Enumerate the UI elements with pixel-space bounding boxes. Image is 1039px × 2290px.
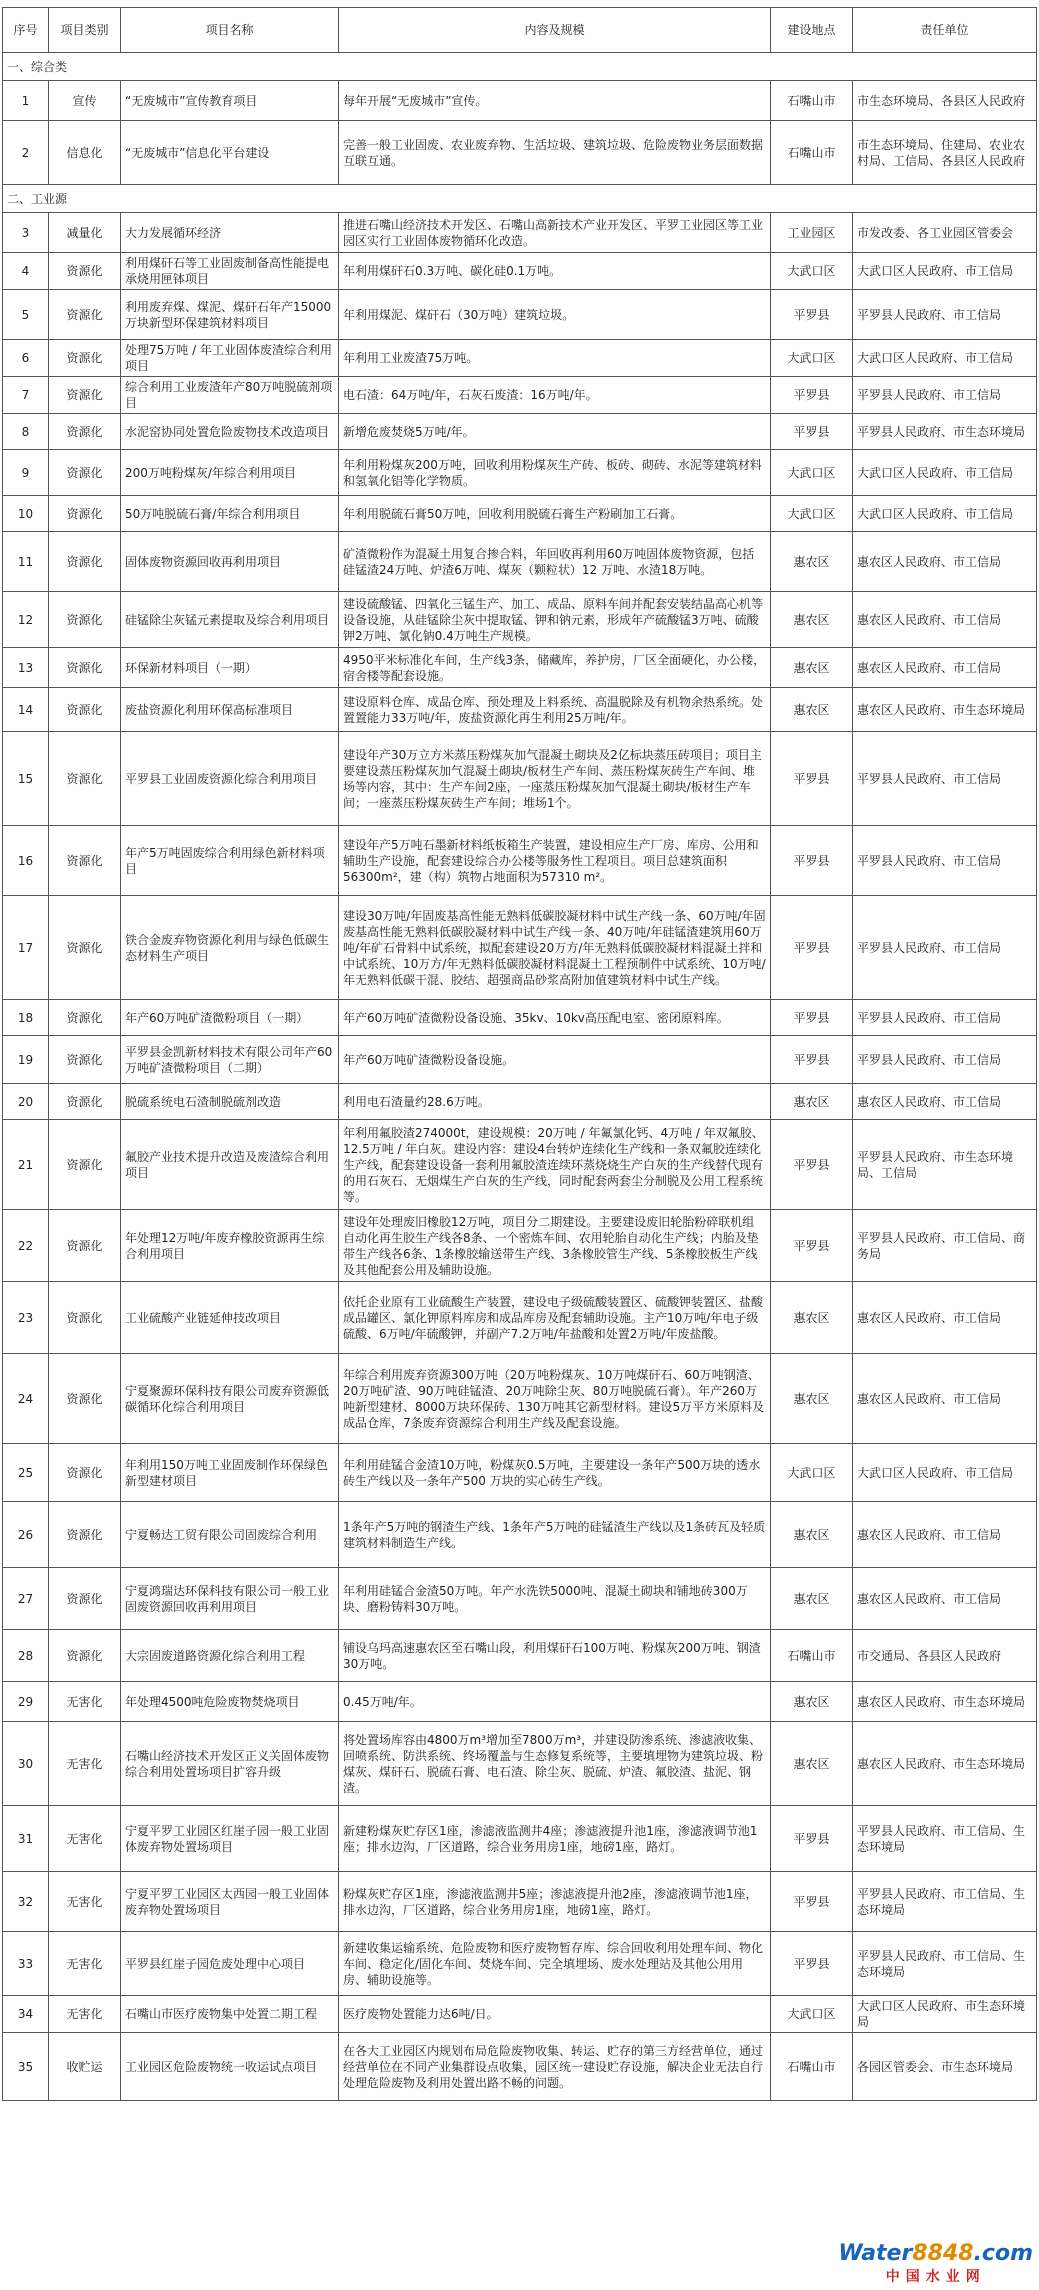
cell-unit: 市交通局、各县区人民政府	[853, 1630, 1037, 1682]
table-row	[3, 1084, 1037, 1120]
table-row	[3, 1932, 1037, 1996]
cell-name: 宁夏畅达工贸有限公司固废综合利用	[121, 1502, 339, 1568]
cell-unit: 惠农区人民政府、市生态环境局	[853, 1682, 1037, 1722]
cell-content: 年利用工业废渣75万吨。	[339, 340, 771, 377]
table-row	[3, 1996, 1037, 2033]
cell-no: 17	[3, 896, 49, 1000]
cell-unit: 惠农区人民政府、市工信局	[853, 1282, 1037, 1354]
cell-category: 资源化	[49, 532, 121, 592]
cell-content: 年产60万吨矿渣微粉设备设施、35kv、10kv高压配电室、密闭原料库。	[339, 1000, 771, 1036]
cell-unit: 市发改委、各工业园区管委会	[853, 213, 1037, 253]
cell-no: 26	[3, 1502, 49, 1568]
cell-content: 年利用氟胶渣274000t，建设规模：20万吨 / 年氟氯化钙、4万吨 / 年双氟胶、12.5万吨 / 年白灰。建设内容：建设4台转炉连续化生产线和一条双氟胶连续化生产线，配套建设设备一套利用氟胶渣连续环蒸烧烧生产白灰的生产线替代现有的用石灰石、无烟煤生产白灰的生产线，同时配套两套尘分制脱及公用工程系统等。	[339, 1120, 771, 1210]
cell-content: 年利用煤泥、煤矸石（30万吨）建筑垃圾。	[339, 290, 771, 340]
cell-unit: 平罗县人民政府、市工信局	[853, 732, 1037, 826]
section-title: 一、综合类	[3, 53, 1037, 81]
cell-no: 2	[3, 121, 49, 185]
cell-location: 惠农区	[771, 1722, 853, 1806]
cell-location: 惠农区	[771, 1502, 853, 1568]
cell-category: 减量化	[49, 213, 121, 253]
table-row	[3, 213, 1037, 253]
cell-no: 21	[3, 1120, 49, 1210]
cell-no: 15	[3, 732, 49, 826]
cell-unit: 平罗县人民政府、市工信局	[853, 290, 1037, 340]
cell-unit: 市生态环境局、各县区人民政府	[853, 81, 1037, 121]
table-row	[3, 592, 1037, 648]
table-row	[3, 1000, 1037, 1036]
table-row	[3, 1630, 1037, 1682]
cell-name: 年处理12万吨/年废弃橡胶资源再生综合利用项目	[121, 1210, 339, 1282]
cell-category: 资源化	[49, 592, 121, 648]
cell-content: 建设年产30万立方米蒸压粉煤灰加气混凝土砌块及2亿标块蒸压砖项目；项目主要建设蒸压粉煤灰加气混凝土砌块/板材生产车间、蒸压粉煤灰砖生产车间、堆场等内容，其中：生产车间2座，一座蒸压粉煤灰加气混凝土砌块/板材生产车间；一座蒸压粉煤灰砖生产车间；堆场1个。	[339, 732, 771, 826]
cell-location: 惠农区	[771, 1682, 853, 1722]
cell-location: 平罗县	[771, 414, 853, 450]
cell-category: 资源化	[49, 1282, 121, 1354]
section-row	[3, 185, 1037, 213]
cell-location: 平罗县	[771, 377, 853, 414]
cell-category: 资源化	[49, 896, 121, 1000]
cell-name: 环保新材料项目（一期）	[121, 648, 339, 688]
cell-no: 30	[3, 1722, 49, 1806]
cell-content: 新建粉煤灰贮存区1座，渗滤液监测井4座；渗滤液提升池1座，渗滤液调节池1座；排水边沟，厂区道路，综合业务用房1座，地磅1座，路灯。	[339, 1806, 771, 1872]
cell-location: 大武口区	[771, 340, 853, 377]
watermark-text-a: Water	[838, 2241, 913, 2266]
cell-name: 大宗固废道路资源化综合利用工程	[121, 1630, 339, 1682]
table-row	[3, 532, 1037, 592]
cell-name: 年产60万吨矿渣微粉项目（一期）	[121, 1000, 339, 1036]
cell-content: 依托企业原有工业硫酸生产装置，建设电子级硫酸装置区、硫酸钾装置区、盐酸成品罐区、氯化钾原料库房和成品库房及配套辅助设施。主产10万吨/年电子级硫酸、6万吨/年硫酸钾，并副产7.2万吨/年盐酸和处置2万吨/年废盐酸。	[339, 1282, 771, 1354]
cell-content: 建设原料仓库、成品仓库、预处理及上料系统、高温脱除及有机物余热系统。处置置能力33万吨/年，废盐资源化再生利用25万吨/年。	[339, 688, 771, 732]
cell-unit: 大武口区人民政府、市工信局	[853, 450, 1037, 496]
cell-content: 矿渣微粉作为混凝土用复合掺合料，年回收再利用60万吨固体废物资源，包括硅锰渣24万吨、炉渣6万吨、煤灰（颗粒状）12 万吨、水渣18万吨。	[339, 532, 771, 592]
cell-location: 大武口区	[771, 450, 853, 496]
cell-unit: 大武口区人民政府、市生态环境局	[853, 1996, 1037, 2033]
cell-content: 在各大工业园区内规划布局危险废物收集、转运、贮存的第三方经营单位，通过经营单位在不同产业集群设点收集，园区统一建设贮存设施，解决企业无法自行处理危险废物及利用处置出路不畅的问题。	[339, 2033, 771, 2101]
cell-name: 脱硫系统电石渣制脱硫剂改造	[121, 1084, 339, 1120]
cell-content: 新建收集运输系统、危险废物和医疗废物暂存库、综合回收利用处理车间、物化车间、稳定化/固化车间、焚烧车间、完全填埋场、废水处理站及其他公用用房、辅助设施等。	[339, 1932, 771, 1996]
cell-location: 平罗县	[771, 1806, 853, 1872]
cell-category: 无害化	[49, 1806, 121, 1872]
cell-name: 铁合金废弃物资源化利用与绿色低碳生态材料生产项目	[121, 896, 339, 1000]
cell-category: 资源化	[49, 1502, 121, 1568]
table-row	[3, 1568, 1037, 1630]
table-row	[3, 290, 1037, 340]
table-row	[3, 1120, 1037, 1210]
cell-name: 硅锰除尘灰锰元素提取及综合利用项目	[121, 592, 339, 648]
cell-category: 资源化	[49, 688, 121, 732]
header-name: 项目名称	[121, 8, 339, 53]
cell-category: 资源化	[49, 1036, 121, 1084]
cell-unit: 各园区管委会、市生态环境局	[853, 2033, 1037, 2101]
cell-name: 氟胶产业技术提升改造及废渣综合利用项目	[121, 1120, 339, 1210]
cell-no: 8	[3, 414, 49, 450]
cell-unit: 惠农区人民政府、市工信局	[853, 1502, 1037, 1568]
cell-no: 34	[3, 1996, 49, 2033]
cell-no: 5	[3, 290, 49, 340]
cell-location: 惠农区	[771, 688, 853, 732]
cell-no: 18	[3, 1000, 49, 1036]
cell-name: 宁夏平罗工业园区红崖子园一般工业固体废弃物处置场项目	[121, 1806, 339, 1872]
cell-content: 建设硫酸锰、四氧化三锰生产、加工、成品、原料车间并配套安装结晶高心机等设备设施，从硅锰除尘灰中提取锰、钾和钠元素，形成年产硫酸锰3万吨、硫酸钾2万吨、氯化钠0.4万吨生产规模。	[339, 592, 771, 648]
cell-unit: 大武口区人民政府、市工信局	[853, 496, 1037, 532]
cell-name: “无废城市”宣传教育项目	[121, 81, 339, 121]
table-row	[3, 1354, 1037, 1444]
header-location: 建设地点	[771, 8, 853, 53]
cell-name: 宁夏平罗工业园区太西园一般工业固体废弃物处置场项目	[121, 1872, 339, 1932]
cell-location: 平罗县	[771, 1036, 853, 1084]
table-row	[3, 496, 1037, 532]
cell-category: 无害化	[49, 1932, 121, 1996]
cell-no: 4	[3, 253, 49, 290]
table-row	[3, 1806, 1037, 1872]
header-unit: 责任单位	[853, 8, 1037, 53]
cell-content: 4950平米标准化车间，生产线3条，储藏库，养护房，厂区全面硬化，办公楼，宿舍楼等配套设施。	[339, 648, 771, 688]
cell-name: 石嘴山市医疗废物集中处置二期工程	[121, 1996, 339, 2033]
cell-unit: 平罗县人民政府、市生态环境局	[853, 414, 1037, 450]
cell-name: 处理75万吨 / 年工业固体废渣综合利用项目	[121, 340, 339, 377]
section-row	[3, 53, 1037, 81]
cell-name: 50万吨脱硫石膏/年综合利用项目	[121, 496, 339, 532]
cell-name: “无废城市”信息化平台建设	[121, 121, 339, 185]
table-row	[3, 377, 1037, 414]
section-title: 二、工业源	[3, 185, 1037, 213]
cell-category: 资源化	[49, 1354, 121, 1444]
cell-category: 资源化	[49, 496, 121, 532]
cell-name: 废盐资源化利用环保高标准项目	[121, 688, 339, 732]
table-header-row	[3, 8, 1037, 53]
cell-no: 11	[3, 532, 49, 592]
cell-location: 工业园区	[771, 213, 853, 253]
cell-location: 平罗县	[771, 1120, 853, 1210]
table-row	[3, 1502, 1037, 1568]
cell-content: 建设30万吨/年固废基高性能无熟料低碳胶凝材料中试生产线一条、60万吨/年固废基高性能无熟料低碳胶凝材料中试生产线一条、40万吨/年硅锰渣建筑用60万吨/年矿石骨料中试系统，拟配套建设20万方/年无熟料低碳胶凝材料混凝土拌和中试系统、10万方/年无熟料低碳胶凝材料混凝土工程预制件中试系统、10万吨/年无熟料低碳干混、胶结、超强商品砂浆高附加值建筑材料中试生产线。	[339, 896, 771, 1000]
cell-location: 大武口区	[771, 496, 853, 532]
cell-unit: 平罗县人民政府、市工信局、生态环境局	[853, 1932, 1037, 1996]
cell-no: 25	[3, 1444, 49, 1502]
cell-unit: 惠农区人民政府、市工信局	[853, 532, 1037, 592]
table-row	[3, 1210, 1037, 1282]
cell-no: 23	[3, 1282, 49, 1354]
table-row	[3, 732, 1037, 826]
cell-no: 16	[3, 826, 49, 896]
cell-content: 年利用脱硫石膏50万吨，回收利用脱硫石膏生产粉刷加工石膏。	[339, 496, 771, 532]
cell-location: 惠农区	[771, 592, 853, 648]
cell-no: 19	[3, 1036, 49, 1084]
cell-content: 年综合利用废弃资源300万吨（20万吨粉煤灰、10万吨煤矸石、60万吨钢渣、20万吨矿渣、90万吨硅锰渣、20万吨除尘灰、80万吨脱硫石膏）。年产260万吨新型建材、8000万块环保砖、130万吨其它新型材料。建设5万平方米原料及成品仓库，7条废弃资源综合利用生产线及配套设施。	[339, 1354, 771, 1444]
cell-content: 将处置场库容由4800万m³增加至7800万m³，并建设防渗系统、渗滤液收集、回喷系统、防洪系统、终场覆盖与生态修复系统等，主要填埋物为建筑垃圾、粉煤灰、煤矸石、脱硫石膏、电石渣、除尘灰、脱硫、炉渣、氟胶渣、盐泥、钢渣。	[339, 1722, 771, 1806]
cell-no: 3	[3, 213, 49, 253]
cell-location: 平罗县	[771, 1872, 853, 1932]
cell-unit: 惠农区人民政府、市生态环境局	[853, 1722, 1037, 1806]
cell-name: 水泥窑协同处置危险废物技术改造项目	[121, 414, 339, 450]
cell-category: 资源化	[49, 648, 121, 688]
table-row	[3, 1282, 1037, 1354]
cell-no: 27	[3, 1568, 49, 1630]
cell-content: 1条年产5万吨的钢渣生产线、1条年产5万吨的硅锰渣生产线以及1条砖瓦及轻质建筑材料制造生产线。	[339, 1502, 771, 1568]
cell-location: 惠农区	[771, 1084, 853, 1120]
watermark-text-c: .com	[973, 2241, 1033, 2266]
cell-location: 大武口区	[771, 1996, 853, 2033]
cell-no: 7	[3, 377, 49, 414]
header-no: 序号	[3, 8, 49, 53]
table-row	[3, 648, 1037, 688]
cell-content: 医疗废物处置能力达6吨/日。	[339, 1996, 771, 2033]
table-row	[3, 253, 1037, 290]
cell-name: 宁夏鸿瑞达环保科技有限公司一般工业固废资源回收再利用项目	[121, 1568, 339, 1630]
table-row	[3, 1036, 1037, 1084]
cell-category: 无害化	[49, 1996, 121, 2033]
table-row	[3, 1444, 1037, 1502]
cell-category: 资源化	[49, 340, 121, 377]
cell-category: 宣传	[49, 81, 121, 121]
cell-content: 每年开展“无废城市”宣传。	[339, 81, 771, 121]
cell-name: 利用废弃煤、煤泥、煤矸石年产15000万块新型环保建筑材料项目	[121, 290, 339, 340]
cell-location: 平罗县	[771, 896, 853, 1000]
cell-content: 年利用粉煤灰200万吨，回收利用粉煤灰生产砖、板砖、砌砖、水泥等建筑材料和氢氧化铝等化学物质。	[339, 450, 771, 496]
cell-content: 粉煤灰贮存区1座，渗滤液监测井5座；渗滤液提升池2座，渗滤液调节池1座，排水边沟，厂区道路，综合业务用房1座，地磅1座，路灯。	[339, 1872, 771, 1932]
cell-no: 29	[3, 1682, 49, 1722]
cell-content: 新增危废焚烧5万吨/年。	[339, 414, 771, 450]
cell-no: 6	[3, 340, 49, 377]
table-row	[3, 450, 1037, 496]
cell-content: 年利用硅锰合金渣50万吨。年产水洗铁5000吨、混凝土砌块和铺地砖300万块、磨粉铸料30万吨。	[339, 1568, 771, 1630]
cell-no: 13	[3, 648, 49, 688]
cell-no: 28	[3, 1630, 49, 1682]
cell-name: 宁夏聚源环保科技有限公司废弃资源低碳循环化综合利用项目	[121, 1354, 339, 1444]
cell-name: 工业硫酸产业链延伸技改项目	[121, 1282, 339, 1354]
cell-category: 资源化	[49, 290, 121, 340]
cell-unit: 平罗县人民政府、市工信局	[853, 1000, 1037, 1036]
cell-content: 建设年处理废旧橡胶12万吨，项目分二期建设。主要建设废旧轮胎粉碎联机组自动化再生胶生产线各8条、一个密炼车间、农用轮胎自动化生产线；内胎及垫带生产线各6条、1条橡胶输送带生产线、3条橡胶管生产线、5条橡胶板生产线及其他配套公用及辅助设施。	[339, 1210, 771, 1282]
cell-unit: 平罗县人民政府、市工信局	[853, 826, 1037, 896]
table-row	[3, 81, 1037, 121]
cell-name: 平罗县红崖子园危废处理中心项目	[121, 1932, 339, 1996]
cell-unit: 惠农区人民政府、市工信局	[853, 1084, 1037, 1120]
table-row	[3, 414, 1037, 450]
cell-category: 资源化	[49, 1630, 121, 1682]
cell-location: 石嘴山市	[771, 1630, 853, 1682]
table-row	[3, 688, 1037, 732]
cell-name: 年处理4500吨危险废物焚烧项目	[121, 1682, 339, 1722]
cell-unit: 平罗县人民政府、市工信局、生态环境局	[853, 1872, 1037, 1932]
cell-category: 资源化	[49, 1084, 121, 1120]
cell-content: 电石渣：64万吨/年，石灰石废渣：16万吨/年。	[339, 377, 771, 414]
cell-category: 资源化	[49, 253, 121, 290]
cell-unit: 大武口区人民政府、市工信局	[853, 253, 1037, 290]
table-row	[3, 121, 1037, 185]
cell-unit: 平罗县人民政府、市工信局	[853, 1036, 1037, 1084]
cell-no: 24	[3, 1354, 49, 1444]
cell-unit: 平罗县人民政府、市工信局	[853, 377, 1037, 414]
cell-unit: 平罗县人民政府、市生态环境局、工信局	[853, 1120, 1037, 1210]
cell-name: 平罗县工业固废资源化综合利用项目	[121, 732, 339, 826]
cell-no: 12	[3, 592, 49, 648]
cell-category: 资源化	[49, 1568, 121, 1630]
cell-location: 平罗县	[771, 1000, 853, 1036]
cell-location: 石嘴山市	[771, 121, 853, 185]
cell-content: 铺设乌玛高速惠农区至石嘴山段，利用煤矸石100万吨、粉煤灰200万吨、钢渣30万吨。	[339, 1630, 771, 1682]
cell-content: 0.45万吨/年。	[339, 1682, 771, 1722]
cell-location: 平罗县	[771, 1932, 853, 1996]
cell-no: 1	[3, 81, 49, 121]
cell-content: 推进石嘴山经济技术开发区、石嘴山高新技术产业开发区、平罗工业园区等工业园区实行工业固体废物循环化改造。	[339, 213, 771, 253]
cell-unit: 惠农区人民政府、市工信局	[853, 648, 1037, 688]
cell-location: 大武口区	[771, 1444, 853, 1502]
cell-location: 平罗县	[771, 732, 853, 826]
cell-no: 9	[3, 450, 49, 496]
cell-no: 31	[3, 1806, 49, 1872]
cell-content: 完善一般工业固废、农业废弃物、生活垃圾、建筑垃圾、危险废物业务层面数据互联互通。	[339, 121, 771, 185]
cell-category: 资源化	[49, 1120, 121, 1210]
cell-name: 利用煤矸石等工业固废制备高性能提电承烧用匣钵项目	[121, 253, 339, 290]
table-row	[3, 340, 1037, 377]
cell-unit: 平罗县人民政府、市工信局	[853, 896, 1037, 1000]
cell-unit: 惠农区人民政府、市工信局	[853, 1568, 1037, 1630]
table-row	[3, 1872, 1037, 1932]
cell-content: 建设年产5万吨石墨新材料纸板箱生产装置，建设相应生产厂房、库房、公用和辅助生产设施，配套建设综合办公楼等服务性工程项目。项目总建筑面积56300m²，建（构）筑物占地面积为57310 m²。	[339, 826, 771, 896]
cell-unit: 大武口区人民政府、市工信局	[853, 340, 1037, 377]
cell-unit: 平罗县人民政府、市工信局、商务局	[853, 1210, 1037, 1282]
cell-category: 资源化	[49, 414, 121, 450]
cell-category: 资源化	[49, 732, 121, 826]
cell-location: 惠农区	[771, 648, 853, 688]
cell-category: 资源化	[49, 450, 121, 496]
cell-unit: 惠农区人民政府、市工信局	[853, 1354, 1037, 1444]
cell-name: 年利用150万吨工业固废制作环保绿色新型建材项目	[121, 1444, 339, 1502]
cell-location: 石嘴山市	[771, 2033, 853, 2101]
cell-location: 惠农区	[771, 1354, 853, 1444]
table-row	[3, 1682, 1037, 1722]
table-row	[3, 1722, 1037, 1806]
cell-name: 平罗县金凯新材料技术有限公司年产60万吨矿渣微粉项目（二期）	[121, 1036, 339, 1084]
table-row	[3, 2033, 1037, 2101]
cell-name: 200万吨粉煤灰/年综合利用项目	[121, 450, 339, 496]
cell-category: 收贮运	[49, 2033, 121, 2101]
cell-content: 利用电石渣量约28.6万吨。	[339, 1084, 771, 1120]
cell-no: 22	[3, 1210, 49, 1282]
cell-name: 年产5万吨固废综合利用绿色新材料项目	[121, 826, 339, 896]
cell-category: 资源化	[49, 377, 121, 414]
cell-unit: 惠农区人民政府、市工信局	[853, 592, 1037, 648]
header-content: 内容及规模	[339, 8, 771, 53]
watermark-cn: 中国水业网	[885, 2269, 986, 2285]
cell-location: 惠农区	[771, 532, 853, 592]
cell-category: 资源化	[49, 1444, 121, 1502]
cell-name: 固体废物资源回收再利用项目	[121, 532, 339, 592]
cell-category: 无害化	[49, 1722, 121, 1806]
cell-category: 资源化	[49, 1000, 121, 1036]
cell-location: 大武口区	[771, 253, 853, 290]
watermark-text-b: 8848	[912, 2241, 974, 2266]
cell-no: 14	[3, 688, 49, 732]
cell-location: 惠农区	[771, 1568, 853, 1630]
cell-no: 20	[3, 1084, 49, 1120]
watermark-logo	[838, 2241, 1033, 2286]
cell-unit: 平罗县人民政府、市工信局、生态环境局	[853, 1806, 1037, 1872]
cell-category: 资源化	[49, 826, 121, 896]
cell-content: 年利用硅锰合金渣10万吨，粉煤灰0.5万吨，主要建设一条年产500万块的透水砖生产线以及一条年产500 万块的实心砖生产线。	[339, 1444, 771, 1502]
cell-name: 工业园区危险废物统一收运试点项目	[121, 2033, 339, 2101]
cell-location: 平罗县	[771, 1210, 853, 1282]
table-row	[3, 896, 1037, 1000]
cell-name: 石嘴山经济技术开发区正义关固体废物综合利用处置场项目扩容升级	[121, 1722, 339, 1806]
cell-name: 综合利用工业废渣年产80万吨脱硫剂项目	[121, 377, 339, 414]
cell-unit: 市生态环境局、住建局、农业农村局、工信局、各县区人民政府	[853, 121, 1037, 185]
cell-unit: 大武口区人民政府、市工信局	[853, 1444, 1037, 1502]
cell-content: 年产60万吨矿渣微粉设备设施。	[339, 1036, 771, 1084]
cell-no: 32	[3, 1872, 49, 1932]
cell-name: 大力发展循环经济	[121, 213, 339, 253]
cell-category: 无害化	[49, 1682, 121, 1722]
cell-location: 平罗县	[771, 826, 853, 896]
cell-location: 平罗县	[771, 290, 853, 340]
cell-location: 石嘴山市	[771, 81, 853, 121]
cell-unit: 惠农区人民政府、市生态环境局	[853, 688, 1037, 732]
cell-category: 资源化	[49, 1210, 121, 1282]
cell-no: 33	[3, 1932, 49, 1996]
cell-no: 10	[3, 496, 49, 532]
project-table	[2, 7, 1037, 2101]
cell-category: 无害化	[49, 1872, 121, 1932]
cell-location: 惠农区	[771, 1282, 853, 1354]
cell-no: 35	[3, 2033, 49, 2101]
cell-category: 信息化	[49, 121, 121, 185]
header-category: 项目类别	[49, 8, 121, 53]
table-row	[3, 826, 1037, 896]
cell-content: 年利用煤矸石0.3万吨、碳化硅0.1万吨。	[339, 253, 771, 290]
